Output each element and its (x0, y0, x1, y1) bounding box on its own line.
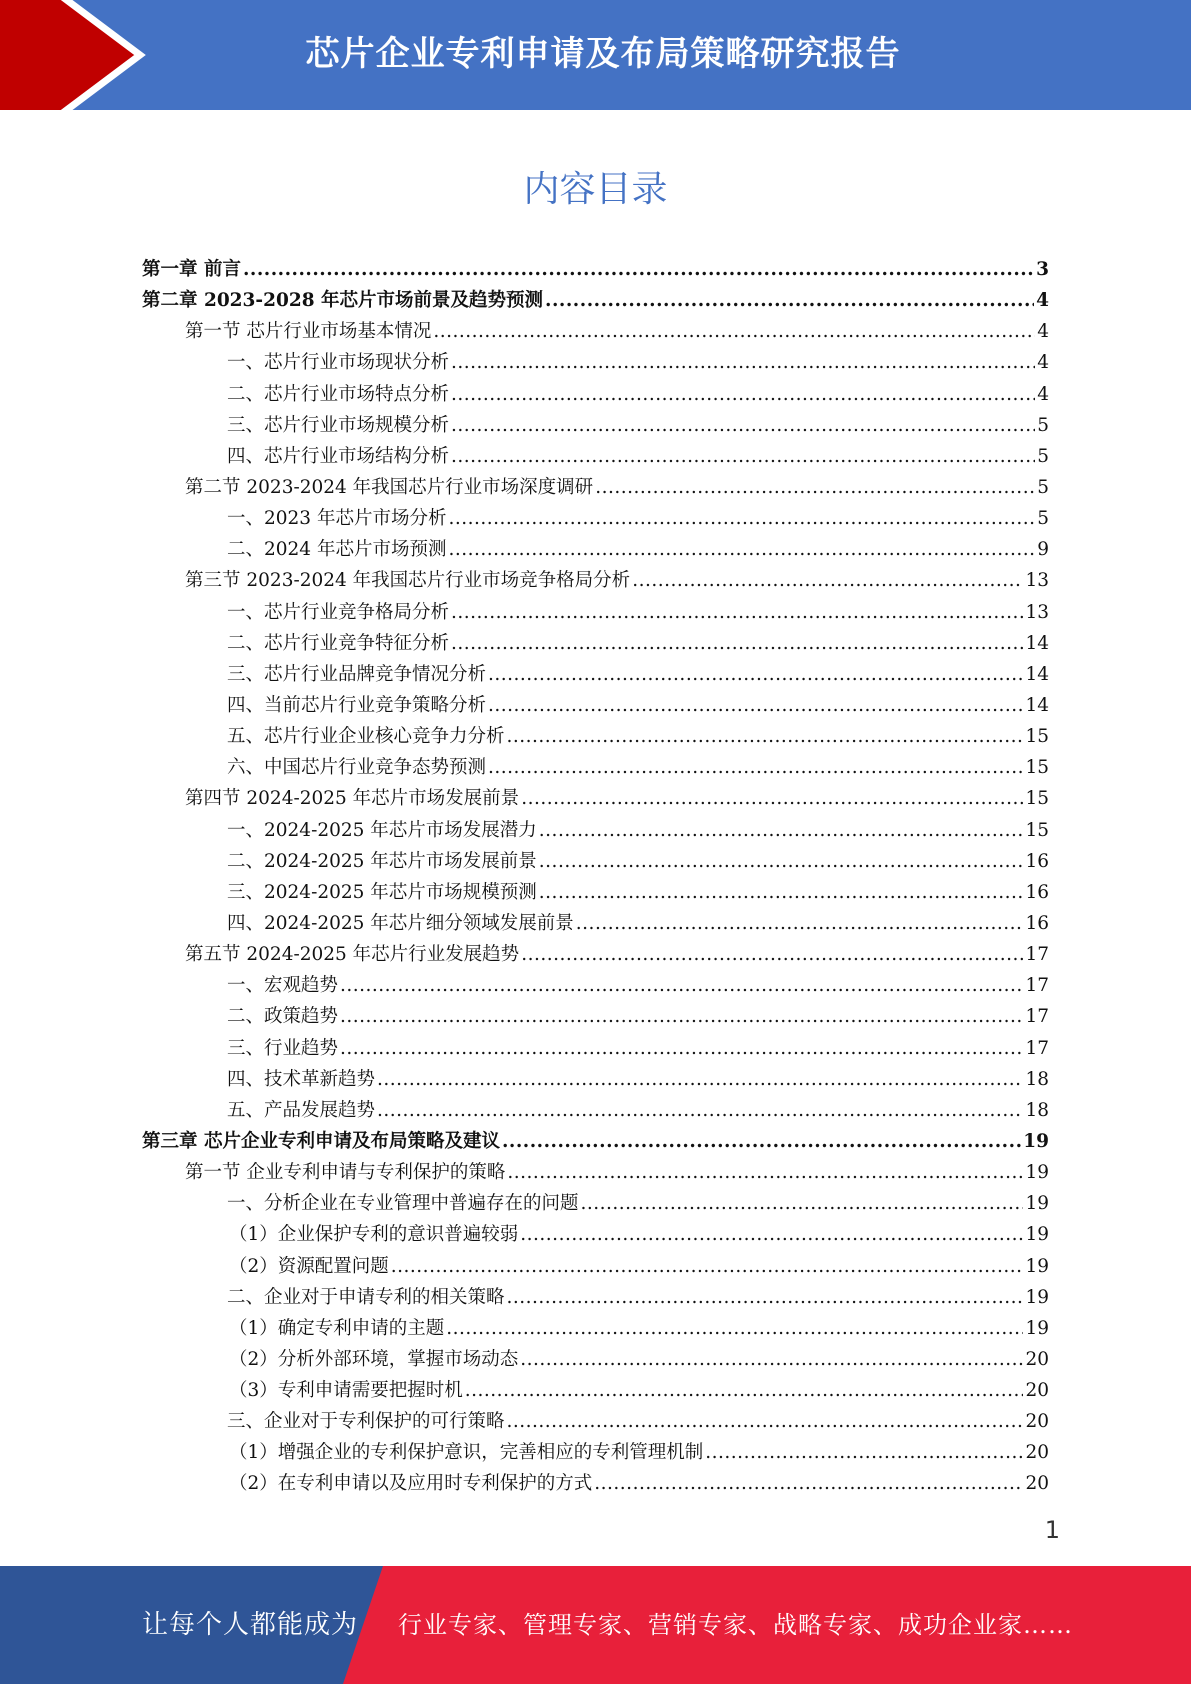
toc-dot-leader (451, 347, 1035, 378)
toc-entry-page: 17 (1025, 944, 1049, 966)
toc-entry-page: 20 (1025, 1442, 1049, 1464)
table-of-contents (142, 254, 1049, 1500)
toc-dot-leader (520, 1344, 1023, 1375)
page-number: 1 (1044, 1516, 1060, 1544)
toc-dot-leader (545, 285, 1034, 316)
toc-dot-leader (488, 752, 1023, 783)
toc-entry-title: 第四节 2024-2025 年芯片市场发展前景 (185, 788, 520, 810)
toc-entry-title: 三、芯片行业品牌竞争情况分析 (227, 663, 487, 685)
toc-dot-leader (705, 1437, 1023, 1468)
toc-entry-page: 17 (1025, 975, 1049, 997)
toc-entry-page: 20 (1025, 1411, 1049, 1433)
toc-entry[interactable] (142, 1406, 1049, 1437)
toc-dot-leader (488, 659, 1023, 690)
toc-entry[interactable] (142, 846, 1049, 877)
toc-entry-page: 9 (1037, 539, 1049, 561)
toc-entry-title: 一、宏观趋势 (227, 975, 339, 997)
toc-entry-title: 六、中国芯片行业竞争态势预测 (227, 757, 487, 779)
toc-entry[interactable] (142, 347, 1049, 378)
toc-entry-page: 19 (1025, 1224, 1049, 1246)
toc-entry[interactable] (142, 1064, 1049, 1095)
toc-dot-leader (581, 1188, 1024, 1219)
toc-entry-page: 14 (1025, 632, 1049, 654)
toc-entry-page: 15 (1025, 757, 1049, 779)
toc-entry-page: 3 (1036, 259, 1049, 280)
toc-entry-page: 20 (1025, 1473, 1049, 1495)
toc-entry[interactable] (142, 970, 1049, 1001)
toc-entry-page: 18 (1025, 1068, 1049, 1090)
toc-entry[interactable] (142, 565, 1049, 596)
toc-entry-title: 三、企业对于专利保护的可行策略 (227, 1411, 505, 1433)
toc-entry[interactable] (142, 316, 1049, 347)
toc-entry-title: 三、2024-2025 年芯片市场规模预测 (227, 881, 537, 903)
toc-dot-leader (595, 472, 1035, 503)
toc-entry-page: 16 (1025, 850, 1049, 872)
toc-dot-leader (507, 1406, 1024, 1437)
toc-dot-leader (446, 1313, 1023, 1344)
toc-entry[interactable] (142, 815, 1049, 846)
toc-dot-leader (539, 815, 1024, 846)
toc-entry-title: 二、政策趋势 (227, 1006, 339, 1028)
toc-entry[interactable] (142, 783, 1049, 814)
toc-entry-page: 15 (1025, 726, 1049, 748)
toc-entry[interactable] (142, 410, 1049, 441)
footer-banner (0, 1566, 1191, 1684)
toc-entry-title: 第五节 2024-2025 年芯片行业发展趋势 (185, 944, 520, 966)
toc-dot-leader (594, 1468, 1023, 1499)
toc-entry[interactable] (142, 534, 1049, 565)
toc-entry-title: （1）企业保护专利的意识普遍较弱 (229, 1224, 519, 1246)
toc-entry[interactable] (142, 1282, 1049, 1313)
toc-entry-title: 五、产品发展趋势 (227, 1099, 376, 1121)
toc-entry-title: （1）增强企业的专利保护意识，完善相应的专利管理机制 (229, 1442, 704, 1464)
toc-entry[interactable] (142, 690, 1049, 721)
toc-entry[interactable] (142, 1251, 1049, 1282)
toc-dot-leader (340, 1033, 1023, 1064)
toc-entry-title: 第二章 2023-2028 年芯片市场前景及趋势预测 (142, 290, 544, 312)
toc-entry-title: 第一章 前言 (142, 259, 241, 280)
toc-entry-title: （1）确定专利申请的主题 (229, 1317, 445, 1339)
report-title: 芯片企业专利申请及布局策略研究报告 (305, 34, 901, 74)
toc-dot-leader (433, 316, 1035, 347)
toc-entry-page: 16 (1025, 881, 1049, 903)
toc-entry-title: （2）分析外部环境，掌握市场动态 (229, 1348, 519, 1370)
toc-entry[interactable] (142, 1188, 1049, 1219)
toc-dot-leader (451, 410, 1035, 441)
toc-dot-leader (243, 254, 1034, 285)
toc-dot-leader (507, 1282, 1024, 1313)
toc-entry-page: 15 (1025, 788, 1049, 810)
toc-dot-leader (451, 379, 1035, 410)
toc-entry-title: 四、技术革新趋势 (227, 1068, 376, 1090)
toc-entry-page: 19 (1025, 1162, 1049, 1184)
toc-dot-leader (451, 597, 1023, 628)
toc-entry[interactable] (142, 379, 1049, 410)
toc-entry[interactable] (142, 1437, 1049, 1468)
toc-dot-leader (448, 503, 1035, 534)
toc-dot-leader (488, 690, 1023, 721)
toc-entry-title: 一、2023 年芯片市场分析 (227, 508, 447, 530)
toc-entry-title: 一、分析企业在专业管理中普遍存在的问题 (227, 1193, 579, 1215)
toc-entry-title: 第一节 企业专利申请与专利保护的策略 (185, 1162, 506, 1184)
footer-slogan-left: 让每个人都能成为 (142, 1610, 359, 1640)
toc-entry[interactable] (142, 1126, 1049, 1157)
toc-entry-title: 一、芯片行业竞争格局分析 (227, 601, 450, 623)
toc-dot-leader (448, 534, 1035, 565)
toc-dot-leader (391, 1251, 1024, 1282)
toc-entry-title: 四、2024-2025 年芯片细分领域发展前景 (227, 912, 574, 934)
toc-entry[interactable] (142, 503, 1049, 534)
toc-entry[interactable] (142, 1033, 1049, 1064)
toc-entry-page: 18 (1025, 1099, 1049, 1121)
toc-entry-page: 16 (1025, 912, 1049, 934)
toc-entry-title: 第三章 芯片企业专利申请及布局策略及建议 (142, 1130, 500, 1152)
toc-dot-leader (521, 783, 1023, 814)
toc-entry[interactable] (142, 752, 1049, 783)
footer-slogan-right: 行业专家、管理专家、营销专家、战略专家、成功企业家…… (398, 1611, 1073, 1639)
toc-dot-leader (377, 1095, 1023, 1126)
toc-dot-leader (539, 877, 1024, 908)
toc-entry-page: 5 (1037, 445, 1049, 467)
toc-entry-page: 4 (1037, 383, 1049, 405)
toc-entry[interactable] (142, 441, 1049, 472)
toc-entry-page: 20 (1025, 1348, 1049, 1370)
toc-entry-page: 19 (1023, 1130, 1049, 1152)
toc-entry[interactable] (142, 1157, 1049, 1188)
toc-entry-page: 19 (1025, 1193, 1049, 1215)
toc-entry[interactable] (142, 472, 1049, 503)
toc-entry[interactable] (142, 285, 1049, 316)
toc-entry-page: 13 (1025, 570, 1049, 592)
toc-entry-page: 15 (1025, 819, 1049, 841)
toc-dot-leader (340, 1001, 1023, 1032)
toc-entry[interactable] (142, 1344, 1049, 1375)
toc-entry[interactable] (142, 908, 1049, 939)
toc-entry[interactable] (142, 721, 1049, 752)
toc-dot-leader (507, 1157, 1023, 1188)
toc-entry-page: 19 (1025, 1317, 1049, 1339)
toc-entry-title: 二、2024 年芯片市场预测 (227, 539, 447, 561)
toc-dot-leader (521, 939, 1023, 970)
toc-entry-title: 第一节 芯片行业市场基本情况 (185, 321, 432, 343)
toc-dot-leader (576, 908, 1024, 939)
toc-entry-page: 4 (1036, 290, 1049, 312)
toc-entry-title: （3）专利申请需要把握时机 (229, 1380, 463, 1402)
header-banner (0, 0, 1191, 110)
toc-entry-title: 二、2024-2025 年芯片市场发展前景 (227, 850, 537, 872)
toc-entry[interactable] (142, 597, 1049, 628)
toc-entry[interactable] (142, 1219, 1049, 1250)
toc-entry-title: 第三节 2023-2024 年我国芯片行业市场竞争格局分析 (185, 570, 631, 592)
toc-entry[interactable] (142, 1001, 1049, 1032)
toc-entry-title: 一、芯片行业市场现状分析 (227, 352, 450, 374)
toc-dot-leader (451, 441, 1035, 472)
toc-dot-leader (451, 628, 1023, 659)
toc-dot-leader (520, 1219, 1023, 1250)
toc-entry-page: 19 (1025, 1286, 1049, 1308)
toc-dot-leader (539, 846, 1024, 877)
toc-entry[interactable] (142, 939, 1049, 970)
toc-entry-page: 5 (1037, 508, 1049, 530)
toc-entry[interactable] (142, 254, 1049, 285)
toc-entry-title: 五、芯片行业企业核心竞争力分析 (227, 726, 505, 748)
toc-entry-title: （2）资源配置问题 (229, 1255, 389, 1277)
toc-heading: 内容目录 (523, 169, 668, 210)
toc-entry-title: 第二节 2023-2024 年我国芯片行业市场深度调研 (185, 476, 594, 498)
toc-dot-leader (502, 1126, 1021, 1157)
toc-entry-title: 二、芯片行业市场特点分析 (227, 383, 450, 405)
toc-entry-page: 14 (1025, 663, 1049, 685)
toc-entry-page: 19 (1025, 1255, 1049, 1277)
toc-entry-title: 四、当前芯片行业竞争策略分析 (227, 694, 487, 716)
toc-dot-leader (632, 565, 1023, 596)
toc-entry[interactable] (142, 1468, 1049, 1499)
toc-entry-page: 20 (1025, 1380, 1049, 1402)
toc-entry-title: 四、芯片行业市场结构分析 (227, 445, 450, 467)
toc-entry-title: 一、2024-2025 年芯片市场发展潜力 (227, 819, 537, 841)
toc-entry[interactable] (142, 1313, 1049, 1344)
toc-dot-leader (377, 1064, 1023, 1095)
toc-entry-page: 4 (1037, 321, 1049, 343)
toc-entry-title: （2）在专利申请以及应用时专利保护的方式 (229, 1473, 593, 1495)
toc-entry-page: 17 (1025, 1037, 1049, 1059)
toc-entry[interactable] (142, 659, 1049, 690)
toc-entry-page: 4 (1037, 352, 1049, 374)
toc-entry[interactable] (142, 877, 1049, 908)
toc-dot-leader (340, 970, 1023, 1001)
toc-entry-title: 二、企业对于申请专利的相关策略 (227, 1286, 505, 1308)
toc-entry-title: 三、行业趋势 (227, 1037, 339, 1059)
toc-entry-page: 13 (1025, 601, 1049, 623)
toc-entry-page: 5 (1037, 414, 1049, 436)
toc-entry-page: 5 (1037, 476, 1049, 498)
toc-entry-title: 二、芯片行业竞争特征分析 (227, 632, 450, 654)
toc-entry-page: 14 (1025, 694, 1049, 716)
toc-entry-title: 三、芯片行业市场规模分析 (227, 414, 450, 436)
toc-dot-leader (507, 721, 1024, 752)
toc-entry[interactable] (142, 1095, 1049, 1126)
toc-entry[interactable] (142, 628, 1049, 659)
toc-dot-leader (465, 1375, 1024, 1406)
toc-entry-page: 17 (1025, 1006, 1049, 1028)
toc-entry[interactable] (142, 1375, 1049, 1406)
